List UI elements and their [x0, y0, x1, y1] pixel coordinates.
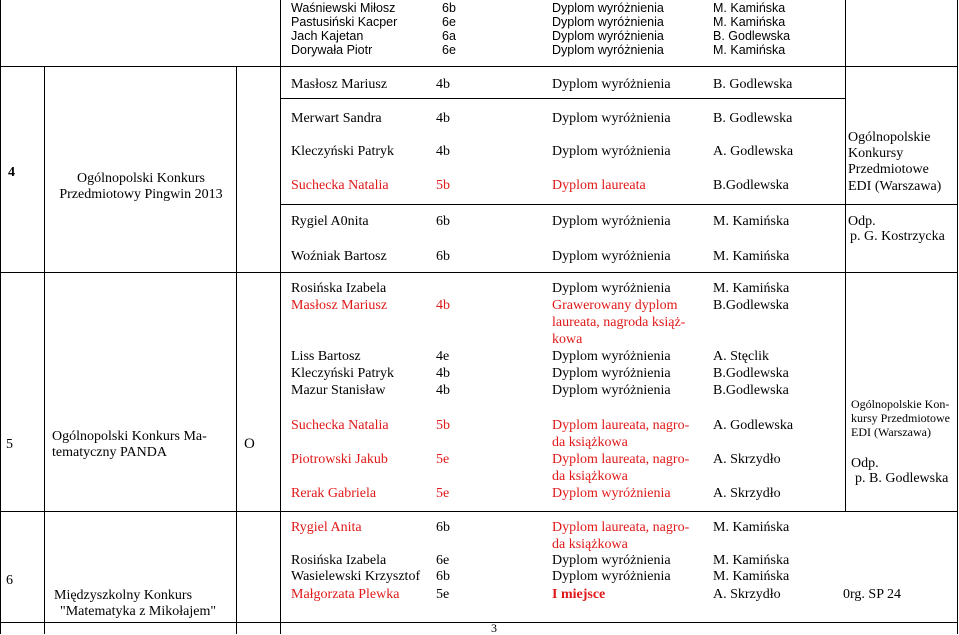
top-result-3: Dyplom wyróżnienia: [552, 29, 664, 43]
top-teacher-3: B. Godlewska: [713, 29, 791, 43]
row-line-top: [0, 66, 958, 67]
row6-result-1: Dyplom laureata, nagro-: [552, 520, 690, 535]
row4-name-3: Suchecka Natalia: [291, 178, 389, 193]
row5-result-7: Dyplom laureata, nagro-: [552, 452, 690, 467]
row-line-5: [0, 511, 958, 512]
row5-organizer-2: kursy Przedmiotowe: [851, 411, 950, 425]
top-result-1: Dyplom wyróżnienia: [552, 1, 664, 15]
row6-teacher-1: M. Kamińska: [713, 520, 790, 535]
right-border: [957, 0, 958, 634]
row4-organizer-1: Ogólnopolskie: [848, 130, 931, 145]
top-teacher-4: M. Kamińska: [713, 43, 786, 57]
top-name-1: Waśniewski Miłosz: [291, 1, 396, 15]
row5-name-8: Rerak Gabriela: [291, 486, 377, 501]
row5-result-7-cont: da książkowa: [552, 469, 628, 484]
row4-teacher-4: M. Kamińska: [713, 214, 790, 229]
row4-note-1: Odp.: [848, 214, 876, 229]
row4-teacher-1: B. Godlewska: [713, 111, 793, 126]
row5-name-2: Masłosz Mariusz: [291, 298, 388, 313]
row6-name-2: Rosińska Izabela: [291, 553, 387, 568]
top-class-3: 6a: [442, 29, 456, 43]
row5-teacher-7: A. Skrzydło: [713, 452, 781, 467]
top-result-2: Dyplom wyróżnienia: [552, 15, 664, 29]
row5-result-6-cont: da książkowa: [552, 435, 628, 450]
row5-level: O: [244, 436, 255, 452]
row5-result-6: Dyplom laureata, nagro-: [552, 418, 690, 433]
row5-result-3: Dyplom wyróżnienia: [552, 349, 671, 364]
row5-name-6: Suchecka Natalia: [291, 418, 389, 433]
row6-teacher-4: A. Skrzydło: [713, 587, 781, 602]
row6-class-2: 6e: [436, 553, 450, 568]
row5-result-2-cont-2: kowa: [552, 332, 583, 347]
row5-teacher-4: B.Godlewska: [713, 366, 789, 381]
row6-class-3: 6b: [436, 569, 450, 584]
row5-name-1: Rosińska Izabela: [291, 281, 387, 296]
row5-result-5: Dyplom wyróżnienia: [552, 383, 671, 398]
row4-first-name: Masłosz Mariusz: [291, 77, 388, 92]
row6-class-4: 5e: [436, 587, 450, 602]
row6-result-3: Dyplom wyróżnienia: [552, 569, 671, 584]
top-class-4: 6e: [442, 43, 456, 57]
top-result-4: Dyplom wyróżnienia: [552, 43, 664, 57]
left-border: [0, 0, 1, 634]
row5-result-2-cont-1: laureata, nagroda książ-: [552, 315, 686, 330]
row4-name-2: Kleczyński Patryk: [291, 144, 395, 159]
row6-result-4: I miejsce: [552, 587, 606, 602]
row4-name-5: Woźniak Bartosz: [291, 249, 387, 264]
row6-result-2: Dyplom wyróżnienia: [552, 553, 671, 568]
top-class-2: 6e: [442, 15, 456, 29]
row5-name-5: Mazur Stanisław: [291, 383, 386, 398]
row5-name-4: Kleczyński Patryk: [291, 366, 395, 381]
row6-lp: 6: [6, 573, 13, 588]
top-name-2: Pastusiński Kacper: [291, 15, 398, 29]
page-number: 3: [491, 621, 497, 635]
row5-teacher-8: A. Skrzydło: [713, 486, 781, 501]
row5-teacher-1: M. Kamińska: [713, 281, 790, 296]
row5-class-7: 5e: [436, 452, 450, 467]
row5-name-3: Liss Bartosz: [291, 349, 361, 364]
top-class-1: 6b: [442, 1, 456, 15]
col-level-line: [280, 0, 281, 634]
row-line-bottom: [0, 622, 958, 623]
row5-class-2: 4b: [436, 298, 450, 313]
row6-title-2: "Matematyka z Mikołajem": [60, 604, 217, 619]
row5-organizer-3: EDI (Warszawa): [851, 425, 931, 439]
row4-teacher-5: M. Kamińska: [713, 249, 790, 264]
top-name-3: Jach Kajetan: [291, 29, 364, 43]
row4-organizer-3: Przedmiotowe: [848, 162, 929, 177]
row4-title-2: Przedmiotowy Pingwin 2013: [59, 187, 223, 202]
row6-teacher-2: M. Kamińska: [713, 553, 790, 568]
row5-organizer-1: Ogólnopolskie Kon-: [851, 397, 950, 411]
row4-result-4: Dyplom wyróżnienia: [552, 214, 671, 229]
row4-first-separator: [280, 98, 846, 99]
row5-teacher-2: B.Godlewska: [713, 298, 789, 313]
row6-name-3: Wasielewski Krzysztof: [291, 569, 421, 584]
row6-name-1: Rygiel Anita: [291, 520, 362, 535]
row-line-4: [0, 272, 958, 273]
top-name-4: Dorywała Piotr: [291, 43, 373, 57]
row4-organizer-2: Konkursy: [848, 146, 904, 161]
row6-teacher-3: M. Kamińska: [713, 569, 790, 584]
row5-title-1: Ogólnopolski Konkurs Ma-: [52, 429, 207, 444]
row5-result-2: Grawerowany dyplom: [552, 298, 678, 313]
row5-note-2: p. B. Godlewska: [855, 471, 949, 486]
row5-class-8: 5e: [436, 486, 450, 501]
row6-class-1: 6b: [436, 520, 450, 535]
col-title-line: [236, 66, 237, 634]
row4-first-teacher: B. Godlewska: [713, 77, 793, 92]
row4-teacher-3: B.Godlewska: [713, 178, 789, 193]
row6-name-4: Małgorzata Plewka: [291, 587, 400, 602]
row6-organizer: 0rg. SP 24: [843, 587, 901, 602]
col-lp-line: [44, 66, 45, 634]
row5-class-3: 4e: [436, 349, 450, 364]
row4-lp: 4: [8, 165, 15, 180]
col-organizer-line: [845, 0, 846, 511]
row4-first-result: Dyplom wyróżnienia: [552, 77, 671, 92]
row4-title-1: Ogólnopolski Konkurs: [77, 171, 205, 186]
row5-name-7: Piotrowski Jakub: [291, 452, 388, 467]
row4-first-class: 4b: [436, 77, 450, 92]
row4-name-4: Rygiel A0nita: [291, 214, 369, 229]
row4-class-2: 4b: [436, 144, 450, 159]
row4-inner-separator: [280, 204, 958, 205]
row4-class-1: 4b: [436, 111, 450, 126]
row4-teacher-2: A. Godlewska: [713, 144, 794, 159]
top-teacher-1: M. Kamińska: [713, 1, 786, 15]
row5-title-2: tematyczny PANDA: [52, 445, 167, 460]
row5-lp: 5: [6, 437, 13, 452]
row4-name-1: Merwart Sandra: [291, 111, 382, 126]
row4-class-5: 6b: [436, 249, 450, 264]
row5-teacher-3: A. Stęclik: [713, 349, 769, 364]
row5-teacher-6: A. Godlewska: [713, 418, 794, 433]
row4-class-3: 5b: [436, 178, 450, 193]
row4-result-5: Dyplom wyróżnienia: [552, 249, 671, 264]
top-teacher-2: M. Kamińska: [713, 15, 786, 29]
row4-result-3: Dyplom laureata: [552, 178, 646, 193]
row4-organizer-4: EDI (Warszawa): [848, 179, 942, 194]
row4-result-1: Dyplom wyróżnienia: [552, 111, 671, 126]
row6-result-1-cont: da książkowa: [552, 537, 628, 552]
row4-result-2: Dyplom wyróżnienia: [552, 144, 671, 159]
row5-class-5: 4b: [436, 383, 450, 398]
row5-class-6: 5b: [436, 418, 450, 433]
row5-class-4: 4b: [436, 366, 450, 381]
row4-class-4: 6b: [436, 214, 450, 229]
row5-result-4: Dyplom wyróżnienia: [552, 366, 671, 381]
row5-teacher-5: B.Godlewska: [713, 383, 789, 398]
row5-result-8: Dyplom wyróżnienia: [552, 486, 671, 501]
row5-note-1: Odp.: [851, 456, 879, 471]
row6-title-1: Międzyszkolny Konkurs: [54, 588, 193, 603]
row5-result-1: Dyplom wyróżnienia: [552, 281, 671, 296]
row4-note-2: p. G. Kostrzycka: [850, 229, 945, 244]
